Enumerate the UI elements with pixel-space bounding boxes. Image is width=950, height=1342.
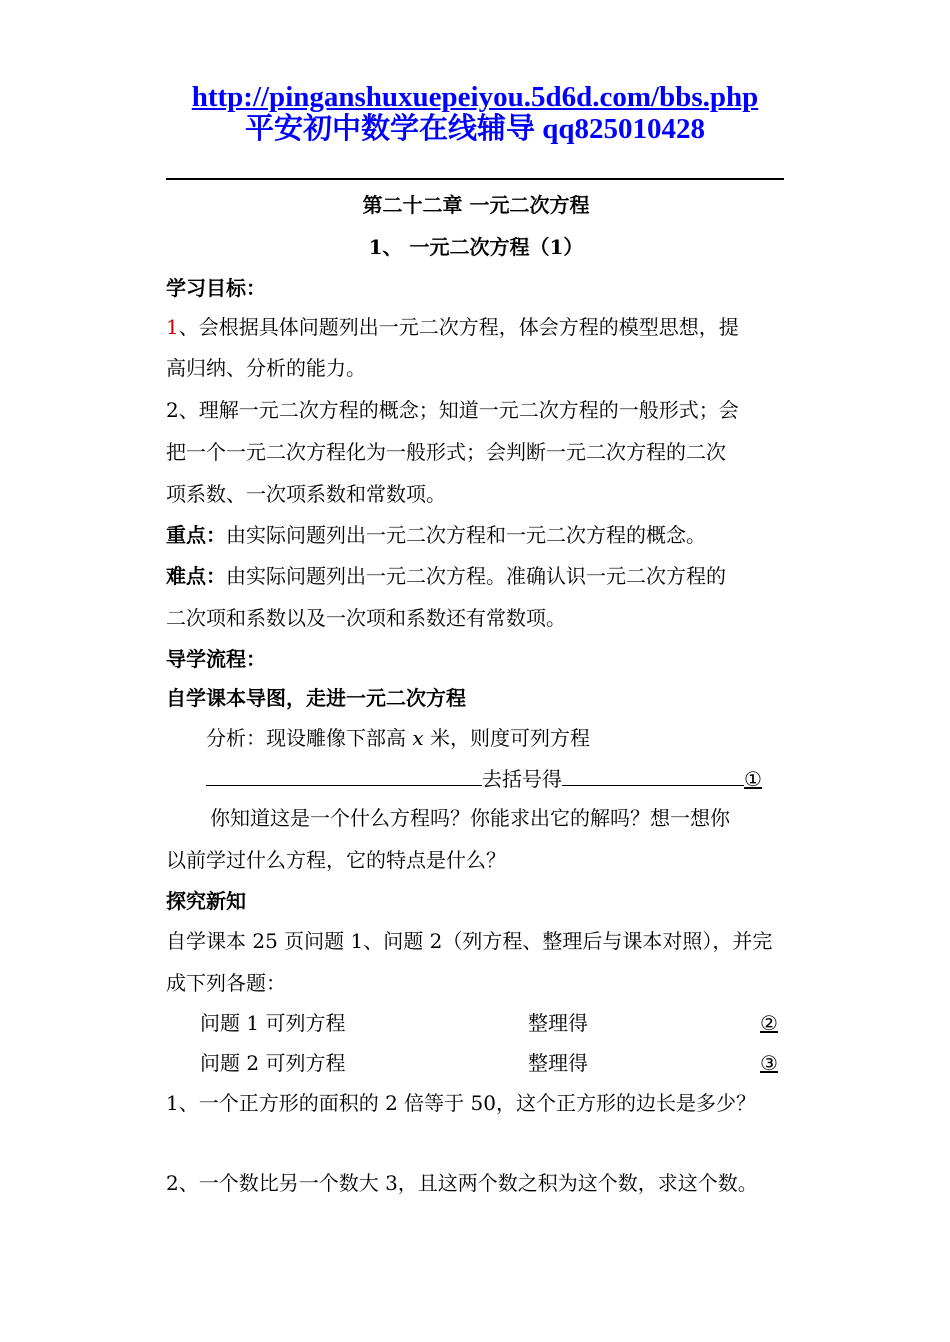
goals-heading: 学习目标：	[166, 276, 266, 300]
mark-3: ③	[760, 1051, 778, 1075]
expand-label: 去括号得	[482, 767, 562, 791]
exercise-2: 2、一个数比另一个数大 3，且这两个数之积为这个数，求这个数。	[166, 1171, 758, 1195]
goal-1-line-1	[166, 314, 786, 340]
expanded-blank[interactable]	[562, 765, 744, 786]
question-line-2: 以前学过什么方程，它的特点是什么？	[166, 848, 506, 872]
section-title: 1、 一元二次方程（1）	[368, 235, 584, 259]
key-point-text: 由实际问题列出一元二次方程和一元二次方程的概念。	[226, 523, 706, 547]
header-title: 平安初中数学在线辅导 qq825010428	[244, 113, 705, 145]
variable-x: x	[412, 726, 424, 750]
chapter-title: 第二十二章 一元二次方程	[362, 193, 590, 217]
header-link[interactable]: http://pinganshuxuepeiyou.5d6d.com/bbs.php	[191, 81, 759, 113]
goal-2-line-1: 2、理解一元二次方程的概念；知道一元二次方程的一般形式；会	[166, 398, 739, 422]
goal-1-line-2: 高归纳、分析的能力。	[166, 356, 366, 380]
intro-heading: 自学课本导图，走进一元二次方程	[166, 686, 466, 710]
problem-2-label: 问题 2 可列方程	[200, 1051, 346, 1075]
key-point-label: 重点：	[166, 523, 226, 547]
exercise-1: 1、一个正方形的面积的 2 倍等于 50，这个正方形的边长是多少？	[166, 1091, 756, 1115]
question-line-1: 你知道这是一个什么方程吗？你能求出它的解吗？想一想你	[210, 806, 730, 830]
flow-heading: 导学流程：	[166, 647, 266, 671]
analysis-text-after: 米，则度可列方程	[423, 726, 590, 750]
explore-line-2: 成下列各题：	[166, 971, 286, 995]
key-point	[166, 522, 786, 548]
goal-1-number: 1	[166, 315, 179, 339]
mark-1: ①	[744, 767, 762, 791]
analysis-text-before: 分析：现设雕像下部高	[206, 726, 413, 750]
problem-1-tidy: 整理得	[528, 1011, 588, 1035]
difficulty-text: 由实际问题列出一元二次方程。准确认识一元二次方程的	[226, 564, 726, 588]
goal-2-line-2: 把一个一元二次方程化为一般形式；会判断一元二次方程的二次	[166, 440, 726, 464]
difficulty-label: 难点：	[166, 564, 226, 588]
goal-2-line-3: 项系数、一次项系数和常数项。	[166, 482, 446, 506]
problem-1-label: 问题 1 可列方程	[200, 1011, 346, 1035]
equation-blank[interactable]	[206, 765, 482, 786]
difficulty-line-1	[166, 563, 786, 589]
equation-blank-line-1	[206, 765, 786, 792]
explore-heading: 探究新知	[166, 889, 246, 913]
goal-1-text: 、会根据具体问题列出一元二次方程，体会方程的模型思想，提	[178, 315, 739, 339]
difficulty-line-2: 二次项和系数以及一次项和系数还有常数项。	[166, 606, 566, 630]
problem-2-tidy: 整理得	[528, 1051, 588, 1075]
analysis-text	[206, 725, 786, 751]
mark-2: ②	[760, 1011, 778, 1035]
explore-line-1: 自学课本 25 页问题 1、问题 2（列方程、整理后与课本对照），并完	[166, 929, 773, 953]
header-divider	[166, 178, 784, 180]
